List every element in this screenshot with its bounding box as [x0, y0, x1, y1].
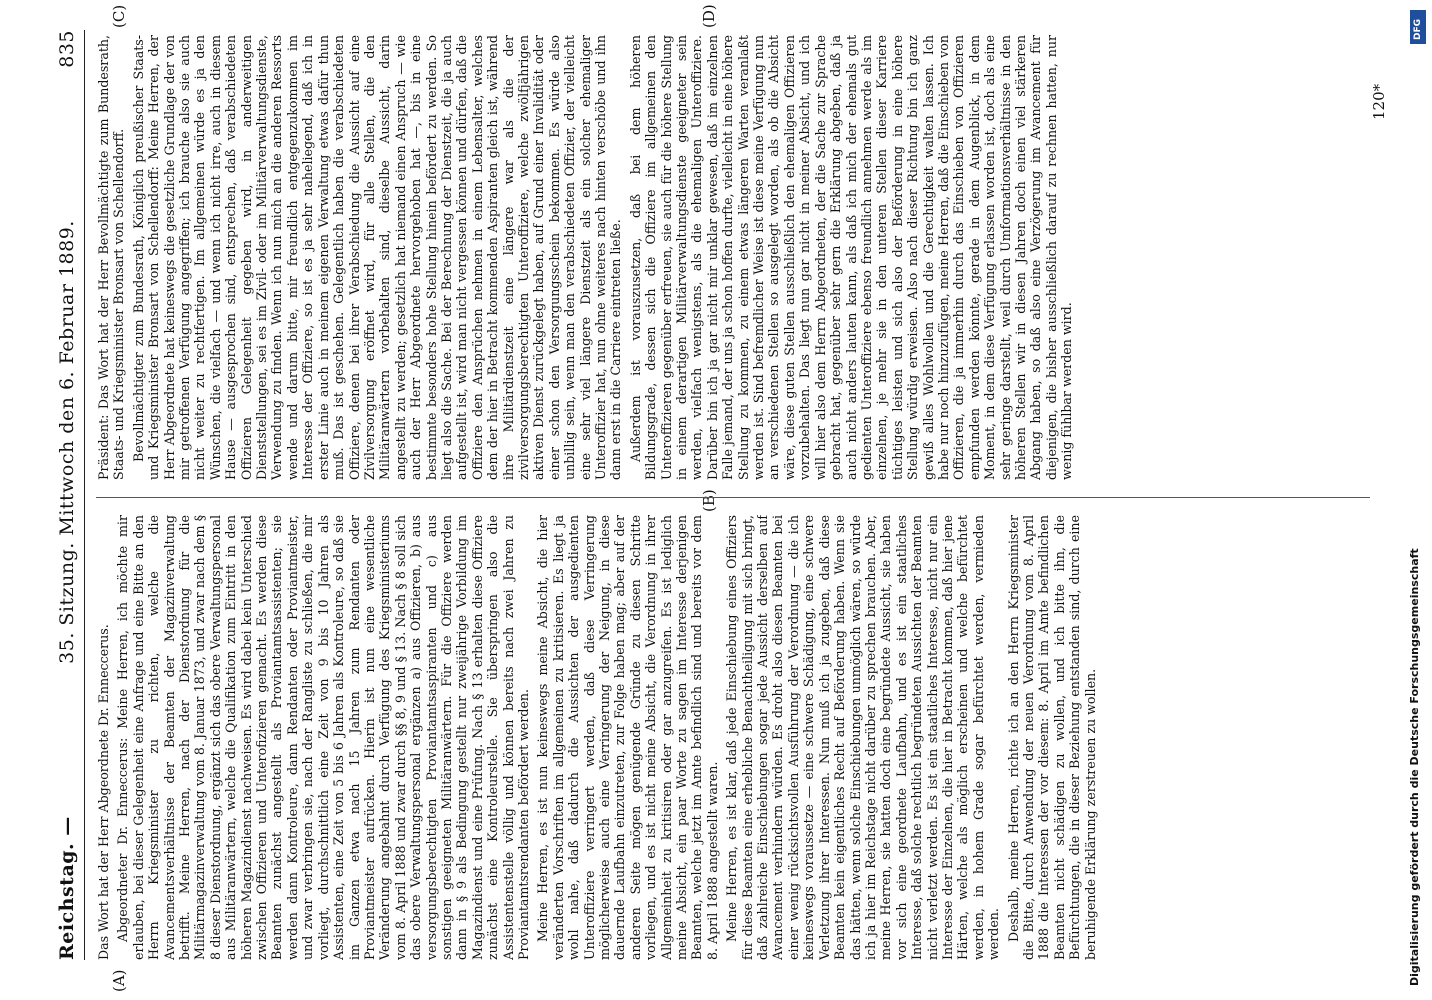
paragraph: Meine Herren, es ist nun keineswegs meine Absicht, die hier veränderten Vorschriften im allgemeinen zu kritisieren. Es liegt ja wohl nahe, daß dadurch die Aussichten der ausgedienten Unteroffiziere verringert werden, daß diese Verringerung möglicherweise auch eine Verringerung der Neigung, in diese dauernde Laufbahn einzutreten, zur Folge haben mag; aber auf der anderen Seite mögen genügende Gründe zu diesen Schritte vorliegen, und es ist nicht meine Absicht, die Verordnung in ihrer Allgemeinheit zu kritisiren oder gar anzugreifen. Es ist lediglich meine Absicht, ein paar Worte zu sagen im Interesse derjenigen Beamten, welche jetzt im Amte befindlich sind und bereits vor dem 8. April 1888 angestellt waren. [535, 515, 720, 960]
column-right [96, 35, 1376, 480]
paragraph: Meine Herren, es ist klar, daß jede Einschiebung eines Offiziers für diese Beamten eine erhebliche Benachtheiligung mit sich bringt, daß zahlreiche Einschiebungen sogar jede Aussicht derselben auf Avancement verhindern würden. Es droht also diesen Beamten bei einer wenig rücksichtsvollen Ausführung der Verordnung — die ich keineswegs voraussetze — eine schwere Schädigung, eine schwere Verletzung ihrer Interessen. Nun muß ich ja zugeben, daß diese Beamten kein eigentliches Recht auf Beförderung haben. Wenn sie das hätten, wenn solche Einschiebungen unmöglich wären, so würde ich ja hier im Reichstage nicht darüber zu sprechen brauchen. Aber, meine Herren, sie hatten doch eine begründete Aussicht, sie haben vor sich eine geordnete Laufbahn, und es ist ein staatliches Interesse, daß solche rechtlich begründeten Aussichten der Beamten nicht verletzt werden. Es ist ein staatliches Interesse, nicht nur ein Interesse der Einzelnen, die hier in Betracht kommen, daß hier jene Härten, welche als möglich erscheinen und welche befürchtet werden, in hohem Grade sogar befürchtet werden, vermieden werden. [724, 515, 1002, 960]
margin-marker-b: (B) [700, 489, 718, 512]
paragraph: Deshalb, meine Herren, richte ich an den Herrn Kriegsminister die Bitte, durch Anwendung der neuen Verordnung vom 8. April 1888 die Interessen der vor diesem: 8. April im Amte befindlichen Beamten nicht schädigen zu wollen, und ich bitte ihn, die Befürchtungen, die in dieser Beziehung entstanden sind, durch eine beruhigende Erklärung zerstreuen zu wollen. [1005, 515, 1098, 960]
digitization-watermark [1406, 6, 1428, 996]
column-divider [96, 497, 1370, 498]
header-left: Reichstag. — [56, 816, 78, 960]
paragraph: Abgeordneter Dr. Enneccerus: Meine Herren, ich möchte mir erlauben, bei dieser Gelegenheit eine Anfrage und eine Bitte an den Herrn Kriegsminister zu richten, welche die Avancementsverhältnisse der Beamten der Magazinverwaltung betrifft. Meine Herren, nach der Dienstordnung für die Militärmagazinverwaltung vom 8. Januar 1873, und zwar nach dem § 8 dieser Dienstordnung, ergänzt sich das obere Verwaltungspersonal aus Militäranwärtern, welche die Qualifikation zum Eintritt in den höheren Magazindienst nachweisen. Es wird dabei kein Unterschied zwischen Offizieren und Unterofizieren gemacht. Es werden diese Beamten zunächst angestellt als Proviantamtsassistenten; sie werden dann Kontroleure, dann Rendanten oder Proviantmeister, und zwar verbringen sie, nach der Rangliste zu schließen, die mir vorliegt, durchschnittlich eine Zeit von 9 bis 10 Jahren als Assistenten, eine Zeit von 5 bis 6 Jahren als Kontroleure, so daß sie im Ganzen etwa nach 15 Jahren zum Rendanten oder Proviantmeister aufrücken. Hierin ist nun eine wesentliche Veränderung angebahnt durch Verfügung des Kriegsministeriums vom 8. April 1888 und zwar durch §§ 8, 9 und § 13. Nach § 8 soll sich das obere Verwaltungspersonal ergänzen a) aus Offizieren, b) aus versorgungsberechtigten Proviantamtsaspiranten und c) aus sonstigen geeigneten Militäranwärtern. Für die Offiziere werden dann in § 9 als Bedingung gestellt nur zweijährige Vorbildung im Magazindienst und eine Prüfung. Nach § 13 erhalten diese Offiziere zunächst eine Kontroleurstelle. Sie überspringen also die Assistentenstelle völlig und können bereits nach zwei Jahren zu Proviantamtsrendanten befördert werden. [115, 515, 531, 960]
signature-mark: 120* [1370, 83, 1388, 120]
margin-marker-c: (C) [110, 4, 128, 28]
paragraph: Bevollmächtigter zum Bundesrath, Königlich preußischer Staats- und Kriegsminister Bronsart von Schellendorff: Meine Herren, der Herr Abgeordnete hat keineswegs die gesetzliche Grundlage der von mir getroffenen Verfügung angegriffen; ich brauche also sie auch nicht weiter zu rechtfertigen. Im allgemeinen würde es ja den Wünschen, die vielfach — und wenn ich nicht irre, auch in diesem Hause — ausgesprochen sind, entsprechen, daß verabschiedeten Offizieren Gelegenheit gegeben wird, in anderweitigen Dienststellungen, sei es im Zivil- oder im Militärverwaltungsdienste, Verwendung zu finden. Wenn ich nun mich an die anderen Ressorts wende und darum bitte, mir freundlich entgegenzukommen im Interesse der Offiziere, so ist es ja sehr naheliegend, daß ich in erster Linie auch in meinem eigenen Verwaltung etwas dafür thun muß. Das ist geschehen. Gelegentlich haben die verabschiedeten Offiziere, denen bei ihrer Verabschiedung die Aussicht auf eine Zivilversorgung eröffnet wird, für alle Stellen, die den Militäranwärtern vorbehalten sind, dieselbe Aussicht, darin angestellt zu werden; gesetzlich hat niemand einen Anspruch — wie auch der Herr Abgeordnete hervorgehoben hat —, bis in eine bestimmte besonders hohe Stellung hinein befördert zu werden. So liegt also die Sache. Bei der Berechnung der Dienstzeit, die ja auch aufgestellt ist, wird man nicht vergessen können und dürfen, daß die Offiziere den Ansprüchen nehmen in einem Lebensalter, welches dem der hier in Betracht kommenden Aspiranten gleich ist, während ihre Militärdienstzeit eine längere war als die der zivilversorgungsberechtigten Unteroffiziere, welche zwölfjährigen aktiven Dienst zurückgelegt haben, auf Grund einer Invalidität oder einer schon den Versorgungsschein bekommen. Es würde also unbillig sein, wenn man den verabschiedeten Offizier, der vielleicht eine sehr viel längere Dienstzeit als ein solcher ehemaliger Unteroffizier hat, nun ohne weiteres nach hinten verschöbe und ihn dann erst in die Carriere eintreten ließe. [130, 35, 624, 480]
header-center: 35. Sitzung. Mittwoch den 6. Februar 1889. [56, 220, 78, 664]
paragraph: Das Wort hat der Herr Abgeordnete Dr. Enneccerus. [96, 624, 111, 960]
margin-marker-a: (A) [110, 969, 128, 992]
page-header [50, 30, 85, 960]
watermark-text: Digitalisierung gefördert durch die Deutsche Forschungsgemeinschaft [1408, 548, 1421, 986]
paragraph: Außerdem ist vorauszusetzen, daß bei dem höheren Bildungsgrade, dessen sich die Offiziere im allgemeinen den Unteroffizieren gegenüber erfreuen, sie auch für die höhere Stellung in einem derartigen Militärverwaltungsdienste geeigneter sein werden, vielfach wenigstens, als die ehemaligen Unteroffiziere. Darüber bin ich ja gar nicht mir unklar gewesen, daß im einzelnen Falle jemand, der uns ja schon hoffen durfte, vielleicht in eine höhere Stellung zu kommen, zu einem etwas längeren Warten veranlaßt werden ist. Sind befremdlicher Weise ist diese meine Verfügung nun an verschiedenen Stellen so ausgelegt worden, als ob die Absicht wäre, diese guten Stellen ausschließlich den ehemaligen Offizieren vorzubehalten. Das liegt nun gar nicht in meiner Absicht, und ich will hier also dem Herrn Abgeordneten, der die Sache zur Sprache gebracht hat, gegenüber sehr gern die Erklärung abgeben, daß ja auch nicht anders lauten kann, als daß ich mich der ehemals gut gedienten Unteroffiziere ebenso freundlich annehmen werde als im einzelnen, je mehr sie in den unteren Stellen dieser Karriere tüchtiges leisten und sich also der Beförderung in eine höhere Stellung würdig erweisen. Also nach dieser Richtung bin ich ganz gewiß alles Wohlwollen und die Gerechtigkeit walten lassen. Ich habe nur noch hinzuzufügen, meine Herren, daß die Einschieben von Offizieren, die ja immerhin durch das Einschieben von Offizieren empfunden werden könnte, gerade in dem Augenblick, in dem Moment, in dem diese Verfügung erlassen worden ist, doch als eine sehr geringe darstellt, weil durch Umformationsverhältnisse in den höheren Stellen wir in diesen Jahren doch einen viel stärkeren Abgang haben, so daß also eine Verzögerung im Avancement für diejenigen, die bisher ausschließlich darauf zu rechnen hatten, nur wenig fühlbar werden wird. [627, 35, 1075, 480]
page-number: 835 [56, 30, 78, 68]
column-left [96, 515, 1376, 960]
paragraph: Präsident: Das Wort hat der Herr Bevollmächtigte zum Bundesrath, Staats- und Kriegsminister Bronsart von Schellendorff. [96, 35, 127, 480]
margin-marker-d: (D) [700, 4, 718, 28]
dfg-logo-text: DFG [1413, 18, 1423, 40]
dfg-logo [1410, 10, 1426, 44]
